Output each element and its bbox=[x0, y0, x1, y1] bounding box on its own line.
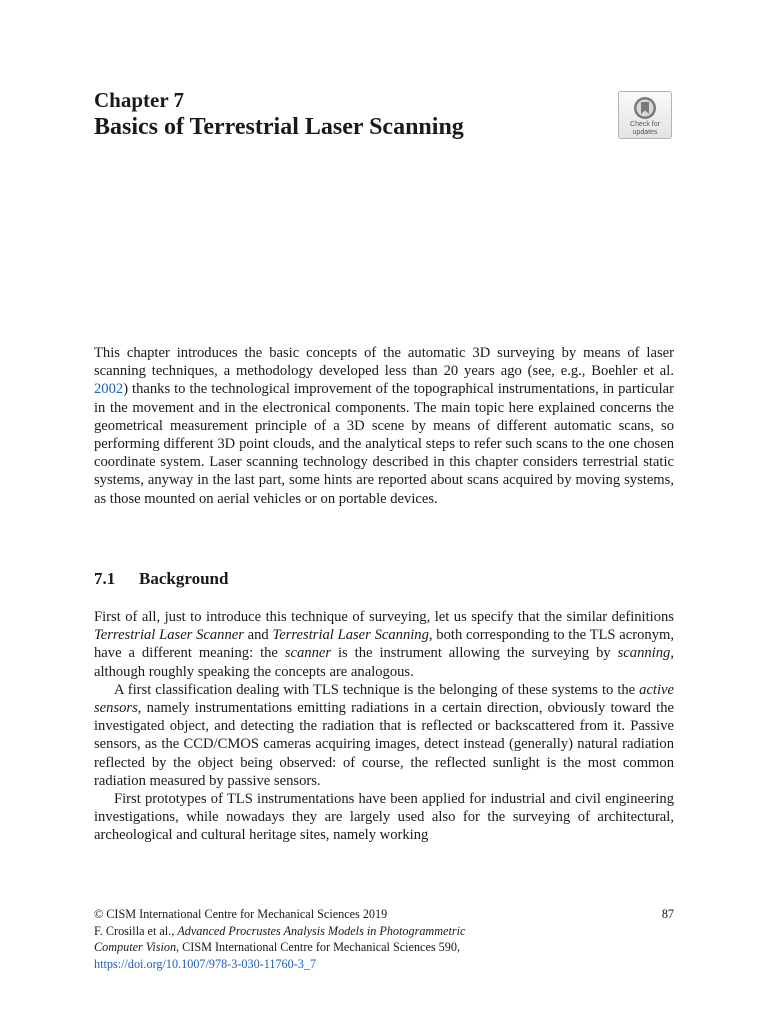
paragraph-text: First of all, just to introduce this technique of surveying, let us specify that the similar definitions bbox=[94, 609, 674, 625]
paragraph-text: , namely instrumentations emitting radiations in a certain direction, obviously toward the investigated object, and detecting the radiation that is reflected or backscattered from it. Passive sensors, as the CCD/CMOS cameras acquiring images, detect instead (generally) natural radiation reflected by the object being observed: of course, the reflected sunlight is the most common radiation measured by passive sensors. bbox=[94, 700, 674, 789]
paragraph-3 bbox=[94, 790, 674, 845]
doi-line bbox=[94, 956, 674, 973]
paragraph-text: is the instrument allowing the surveying by bbox=[331, 645, 618, 662]
paragraph-text: A first classification dealing with TLS technique is the belonging of these systems to the bbox=[114, 681, 640, 698]
paragraph-text: , although roughly speaking the concepts are analogous. bbox=[94, 645, 674, 680]
citation-line-1 bbox=[94, 923, 674, 940]
citation-line-2 bbox=[94, 939, 674, 956]
abstract-text-part1: This chapter introduces the basic concepts of the automatic 3D surveying by means of laser scanning techniques, a methodology developed less than 20 years ago (see, e.g., Boehler et al. bbox=[94, 345, 674, 380]
italic-term: Terrestrial Laser Scanning bbox=[272, 627, 429, 644]
paragraph-text: , both corresponding to the TLS acronym, have a different meaning: the bbox=[94, 627, 674, 662]
paragraph-text: and bbox=[243, 627, 273, 644]
book-title-part2: Computer Vision bbox=[94, 940, 177, 955]
badge-text-line1: Check for bbox=[630, 121, 660, 128]
check-for-updates-badge[interactable] bbox=[618, 91, 672, 139]
chapter-label: Chapter 7 bbox=[94, 88, 185, 112]
badge-text-line2: updates bbox=[632, 129, 658, 136]
page-number: 87 bbox=[661, 907, 674, 921]
series-info: , CISM International Centre for Mechanical Sciences 590, bbox=[176, 940, 460, 955]
italic-term: active sensors bbox=[94, 681, 674, 717]
section-number: 7.1 bbox=[94, 569, 116, 588]
footer bbox=[94, 906, 674, 972]
chapter-title: Basics of Terrestrial Laser Scanning bbox=[94, 114, 464, 140]
section-title: Background bbox=[139, 569, 229, 588]
body-text bbox=[94, 608, 674, 845]
page bbox=[94, 0, 674, 1024]
citation-link[interactable]: 2002 bbox=[94, 381, 124, 398]
doi-link[interactable]: https://doi.org/10.1007/978-3-030-11760-3_7 bbox=[94, 956, 317, 971]
section-heading bbox=[94, 568, 228, 590]
copyright-line: © CISM International Centre for Mechanical Sciences 2019 bbox=[94, 907, 388, 921]
paragraph-2 bbox=[94, 681, 674, 790]
abstract-text-part2: ) thanks to the technological improvement of the topographical instrumentations, in particular in the movement and in the electronical components. The main topic here explained concerns the geometrical measurement principle of a 3D scene by means of different automatic scans, so performing different 3D point clouds, and the analytical steps to refer such scans to the one chosen coordinate system. Laser scanning technology described in this chapter considers terrestrial static systems, anyway in the last part, some hints are reported about scans acquired by moving systems, as those mounted on aerial vehicles or on portable devices. bbox=[94, 381, 674, 507]
book-title-part1: Advanced Procrustes Analysis Models in Photogrammetric bbox=[177, 923, 466, 938]
italic-term: scanner bbox=[284, 645, 332, 662]
paragraph-text: First prototypes of TLS instrumentations have been applied for industrial and civil engineering investigations, while nowadays they are largely used also for the surveying of architectural, archeological and cultural heritage sites, namely working bbox=[94, 791, 674, 844]
abstract bbox=[94, 344, 674, 508]
bookmark-icon bbox=[633, 96, 657, 120]
italic-term: Terrestrial Laser Scanner bbox=[94, 627, 244, 644]
authors: F. Crosilla et al., bbox=[94, 923, 178, 938]
paragraph-1 bbox=[94, 608, 674, 681]
italic-term: scanning bbox=[617, 645, 671, 662]
